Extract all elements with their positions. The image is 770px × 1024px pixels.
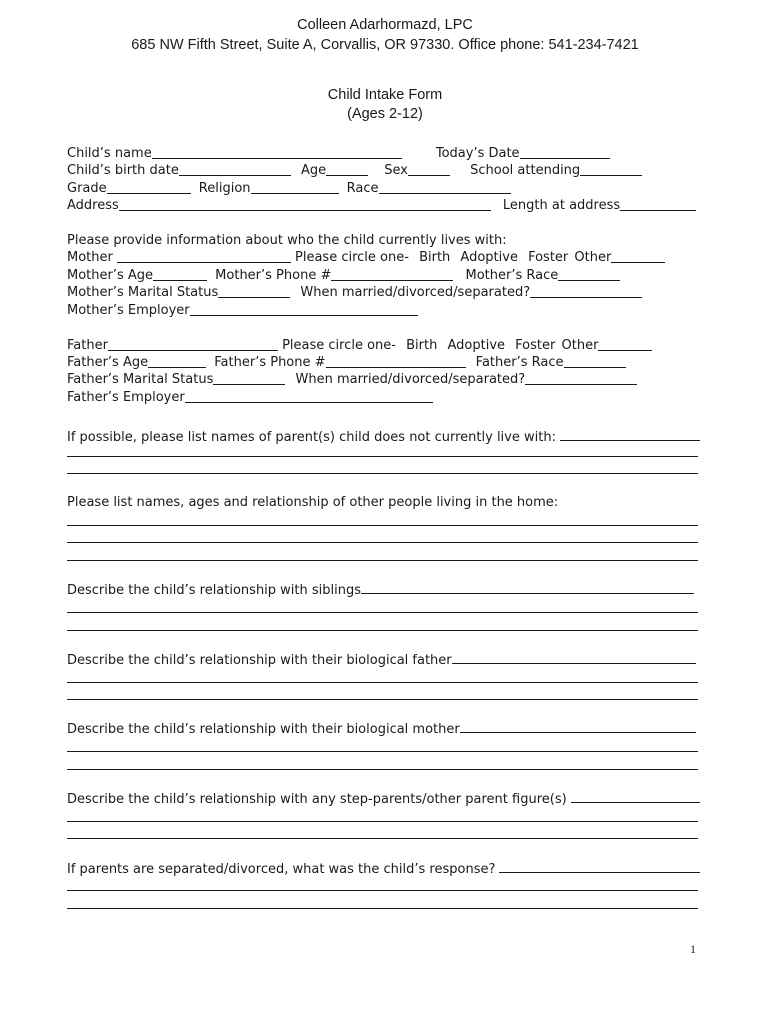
page-number: 1: [690, 942, 696, 956]
others-in-home-label: Please list names, ages and relationship of other people living in the home:: [67, 495, 559, 510]
child-grade-row: [67, 180, 700, 197]
mother-when-label: When married/divorced/separated?: [300, 285, 531, 300]
child-address-row: [67, 197, 700, 214]
father-other-field[interactable]: [598, 338, 652, 351]
answer-line[interactable]: [67, 890, 698, 891]
lives-with-intro: Please provide information about who the child currently lives with:: [67, 233, 507, 248]
answer-line[interactable]: [67, 630, 698, 631]
separation-response-label: If parents are separated/divorced, what was the child’s response?: [67, 862, 496, 877]
answer-line[interactable]: [67, 699, 698, 700]
sex-field[interactable]: [408, 163, 450, 176]
answer-line[interactable]: [67, 473, 698, 474]
answer-line[interactable]: [67, 908, 698, 909]
father-marital-label: Father’s Marital Status: [67, 372, 214, 387]
father-age-label: Father’s Age: [67, 355, 149, 370]
address-label: Address: [67, 198, 119, 213]
mother-when-field[interactable]: [530, 285, 642, 298]
father-circle-label: Please circle one-: [282, 338, 396, 353]
step-parents-field[interactable]: [571, 790, 700, 803]
mother-age-label: Mother’s Age: [67, 268, 154, 283]
mother-option-foster[interactable]: Foster: [528, 250, 569, 265]
bio-father-field[interactable]: [452, 651, 696, 664]
practice-address: 685 NW Fifth Street, Suite A, Corvallis, OR 97330. Office phone: 541-234-7421: [131, 37, 639, 53]
step-parents-label: Describe the child’s relationship with any step-parents/other parent figure(s): [67, 792, 567, 807]
mother-employer-label: Mother’s Employer: [67, 303, 190, 318]
separation-response-row: [67, 860, 700, 877]
siblings-row: [67, 581, 700, 598]
mother-age-row: [67, 267, 700, 284]
mother-option-adoptive[interactable]: Adoptive: [460, 250, 518, 265]
father-age-field[interactable]: [148, 355, 206, 368]
answer-line[interactable]: [67, 682, 698, 683]
age-label: Age: [300, 163, 327, 178]
grade-field[interactable]: [107, 181, 191, 194]
todays-date-label: Today’s Date: [435, 146, 520, 161]
religion-field[interactable]: [251, 181, 339, 194]
mother-employer-row: [67, 302, 700, 319]
answer-line[interactable]: [67, 560, 698, 561]
todays-date-field[interactable]: [520, 146, 610, 159]
age-field[interactable]: [326, 163, 368, 176]
mother-name-field[interactable]: [117, 250, 291, 263]
school-label: School attending: [470, 163, 581, 178]
father-option-adoptive[interactable]: Adoptive: [447, 338, 506, 353]
mother-other-field[interactable]: [611, 250, 665, 263]
birth-date-field[interactable]: [179, 163, 291, 176]
mother-label: Mother: [67, 250, 113, 265]
bio-mother-label: Describe the child’s relationship with their biological mother: [67, 722, 460, 737]
bio-mother-row: [67, 720, 700, 737]
answer-line[interactable]: [67, 456, 698, 457]
school-field[interactable]: [580, 163, 642, 176]
parents-not-living-field[interactable]: [560, 428, 700, 441]
siblings-field[interactable]: [361, 581, 694, 594]
mother-marital-field[interactable]: [218, 285, 290, 298]
mother-phone-field[interactable]: [331, 268, 453, 281]
answer-line[interactable]: [67, 751, 698, 752]
father-employer-row: [67, 389, 700, 406]
mother-circle-label: Please circle one-: [295, 250, 409, 265]
father-name-field[interactable]: [108, 338, 278, 351]
length-at-address-label: Length at address: [502, 198, 621, 213]
father-label: Father: [67, 338, 108, 353]
answer-line[interactable]: [67, 769, 698, 770]
father-marital-row: [67, 371, 700, 388]
mother-race-label: Mother’s Race: [465, 268, 559, 283]
father-option-foster[interactable]: Foster: [515, 338, 556, 353]
mother-marital-row: [67, 284, 700, 301]
mother-employer-field[interactable]: [190, 303, 418, 316]
father-option-other[interactable]: Other: [561, 338, 599, 353]
address-field[interactable]: [119, 198, 491, 211]
mother-phone-label: Mother’s Phone #: [215, 268, 332, 283]
child-name-field[interactable]: [152, 146, 402, 159]
practitioner-name: Colleen Adarhormazd, LPC: [297, 17, 473, 33]
child-name-label: Child’s name: [67, 146, 152, 161]
bio-mother-field[interactable]: [460, 720, 696, 733]
parents-not-living-row: [67, 428, 700, 445]
length-at-address-field[interactable]: [620, 198, 696, 211]
grade-label: Grade: [67, 181, 107, 196]
mother-option-other[interactable]: Other: [574, 250, 612, 265]
bio-father-row: [67, 651, 700, 668]
answer-line[interactable]: [67, 542, 698, 543]
father-row: [67, 337, 700, 354]
answer-line[interactable]: [67, 525, 698, 526]
father-race-label: Father’s Race: [475, 355, 564, 370]
answer-line[interactable]: [67, 821, 698, 822]
form-subtitle: (Ages 2-12): [347, 106, 423, 122]
father-phone-label: Father’s Phone #: [214, 355, 326, 370]
mother-age-field[interactable]: [153, 268, 207, 281]
father-marital-field[interactable]: [213, 372, 285, 385]
parents-not-living-label: If possible, please list names of parent(s) child does not currently live with:: [67, 430, 556, 445]
mother-row: [67, 249, 700, 266]
sex-label: Sex: [384, 163, 408, 178]
father-when-label: When married/divorced/separated?: [295, 372, 526, 387]
birth-date-label: Child’s birth date: [67, 163, 179, 178]
answer-line[interactable]: [67, 612, 698, 613]
father-employer-label: Father’s Employer: [67, 390, 185, 405]
step-parents-row: [67, 790, 700, 807]
separation-response-field[interactable]: [499, 860, 700, 873]
siblings-label: Describe the child’s relationship with siblings: [67, 583, 362, 598]
mother-marital-label: Mother’s Marital Status: [67, 285, 219, 300]
father-employer-field[interactable]: [185, 390, 433, 403]
religion-label: Religion: [198, 181, 251, 196]
form-title: Child Intake Form: [327, 87, 443, 103]
father-phone-field[interactable]: [326, 355, 466, 368]
child-name-row: [67, 145, 700, 162]
father-when-field[interactable]: [525, 372, 637, 385]
mother-option-birth[interactable]: Birth: [419, 250, 451, 265]
answer-line[interactable]: [67, 838, 698, 839]
father-option-birth[interactable]: Birth: [406, 338, 438, 353]
father-race-field[interactable]: [564, 355, 626, 368]
father-age-row: [67, 354, 700, 371]
mother-race-field[interactable]: [558, 268, 620, 281]
race-label: Race: [346, 181, 379, 196]
bio-father-label: Describe the child’s relationship with their biological father: [67, 653, 452, 668]
child-birth-row: [67, 162, 700, 179]
race-field[interactable]: [379, 181, 511, 194]
